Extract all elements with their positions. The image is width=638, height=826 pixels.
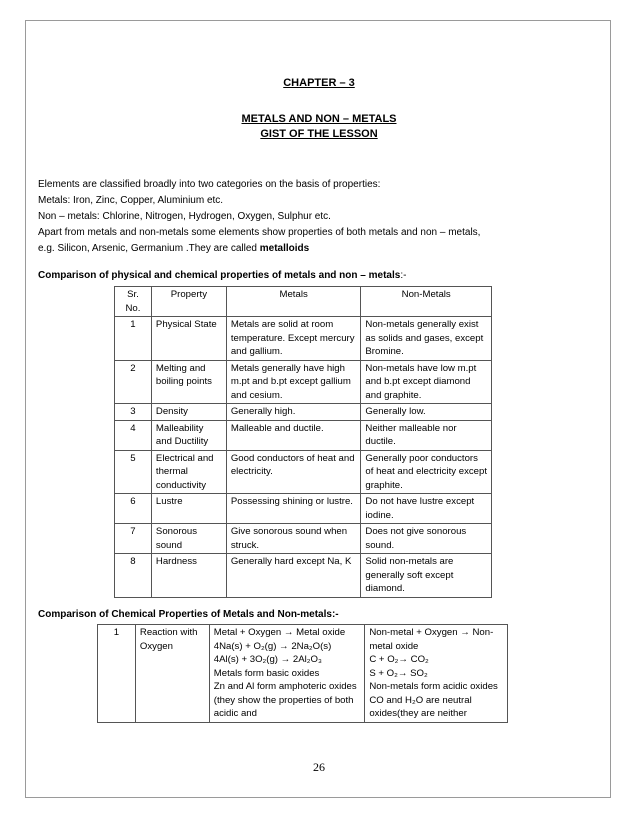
table-row (115, 317, 492, 361)
cell-metals: Generally hard except Na, K (226, 554, 361, 598)
cell-sr: 8 (115, 554, 152, 598)
metals-line: Zn and Al form amphoteric oxides (they show the properties of both acidic and (213, 681, 357, 719)
cell-sr: 2 (115, 360, 152, 404)
nonmetals-line: Non-metal + Oxygen → Non-metal oxide (369, 627, 494, 652)
col-header-sr: Sr. No. (115, 287, 152, 317)
intro-line: Elements are classified broadly into two categories on the basis of properties: (38, 179, 381, 190)
cell-sr: 1 (115, 317, 152, 361)
metals-line: 4Na(s) + O₂(g) → 2Na₂O(s) (213, 640, 332, 652)
cell-nonmetals: Do not have lustre except iodine. (361, 494, 492, 524)
cell-nonmetals: Neither malleable nor ductile. (361, 420, 492, 450)
table-row (115, 360, 492, 404)
cell-sr: 5 (115, 450, 152, 494)
cell-property: Malleability and Ductility (151, 420, 226, 450)
cell-property: Reaction with Oxygen (135, 625, 209, 723)
physical-heading-text: Comparison of physical and chemical properties of metals and non – metals (38, 270, 401, 281)
table-row (115, 404, 492, 421)
intro-line: Non – metals: Chlorine, Nitrogen, Hydrogen, Oxygen, Sulphur etc. (38, 211, 331, 222)
cell-nonmetals (365, 625, 508, 723)
cell-metals: Metals generally have high m.pt and b.pt except gallium and cesium. (226, 360, 361, 404)
physical-properties-heading (38, 270, 406, 281)
metalloids-term: metalloids (259, 243, 310, 254)
intro-line: Apart from metals and non-metals some elements show properties of both metals and non – metals, (38, 227, 481, 238)
cell-property: Density (151, 404, 226, 421)
cell-property: Electrical and thermal conductivity (151, 450, 226, 494)
col-header-nonmetals: Non-Metals (361, 287, 492, 317)
table-row (115, 494, 492, 524)
cell-nonmetals: Non-metals generally exist as solids and gases, except Bromine. (361, 317, 492, 361)
metals-line: 4Al(s) + 3O₂(g) → 2Al₂O₃ (213, 654, 322, 665)
table-row (115, 524, 492, 554)
table-row (115, 450, 492, 494)
cell-nonmetals: Does not give sonorous sound. (361, 524, 492, 554)
nonmetals-line: C + O₂→ CO₂ (369, 654, 429, 665)
cell-metals: Good conductors of heat and electricity. (226, 450, 361, 494)
page-subtitle: GIST OF THE LESSON (260, 128, 378, 140)
cell-nonmetals: Generally poor conductors of heat and electricity except graphite. (361, 450, 492, 494)
cell-metals: Metals are solid at room temperature. Except mercury and gallium. (226, 317, 361, 361)
cell-property: Melting and boiling points (151, 360, 226, 404)
cell-metals: Generally high. (226, 404, 361, 421)
cell-sr: 6 (115, 494, 152, 524)
cell-nonmetals: Non-metals have low m.pt and b.pt except diamond and graphite. (361, 360, 492, 404)
table-row (115, 420, 492, 450)
chemical-properties-table (97, 624, 508, 723)
cell-metals: Give sonorous sound when struck. (226, 524, 361, 554)
cell-sr: 1 (98, 625, 136, 723)
nonmetals-line: Non-metals form acidic oxides (369, 681, 498, 692)
table-header-row (115, 287, 492, 317)
cell-metals: Possessing shining or lustre. (226, 494, 361, 524)
metals-line: Metals form basic oxides (213, 667, 320, 679)
metals-line: Metal + Oxygen → Metal oxide (213, 627, 346, 638)
physical-heading-suffix: :- (400, 270, 407, 281)
cell-property: Lustre (151, 494, 226, 524)
intro-line (38, 241, 598, 257)
intro-line: Metals: Iron, Zinc, Copper, Aluminium etc. (38, 195, 224, 206)
cell-property: Hardness (151, 554, 226, 598)
col-header-property: Property (151, 287, 226, 317)
nonmetals-line: CO and H₂O are neutral oxides(they are neither (369, 694, 472, 719)
cell-metals: Malleable and ductile. (226, 420, 361, 450)
cell-sr: 7 (115, 524, 152, 554)
nonmetals-line: S + O₂→ SO₂ (369, 667, 428, 679)
table-row (115, 554, 492, 598)
physical-properties-table (114, 286, 492, 598)
cell-sr: 3 (115, 404, 152, 421)
physical-table-body (115, 317, 492, 598)
page-number: 26 (313, 760, 325, 774)
intro-paragraph (38, 177, 598, 257)
cell-nonmetals: Solid non-metals are generally soft except diamond. (361, 554, 492, 598)
chemical-properties-heading: Comparison of Chemical Properties of Metals and Non-metals:- (38, 609, 339, 620)
cell-sr: 4 (115, 420, 152, 450)
table-row (98, 625, 508, 723)
chapter-heading: CHAPTER – 3 (283, 77, 355, 89)
cell-metals (209, 625, 365, 723)
cell-nonmetals: Generally low. (361, 404, 492, 421)
col-header-metals: Metals (226, 287, 361, 317)
page-title: METALS AND NON – METALS (241, 113, 397, 125)
cell-property: Sonorous sound (151, 524, 226, 554)
intro-text: e.g. Silicon, Arsenic, Germanium .They are called (38, 243, 260, 254)
cell-property: Physical State (151, 317, 226, 361)
